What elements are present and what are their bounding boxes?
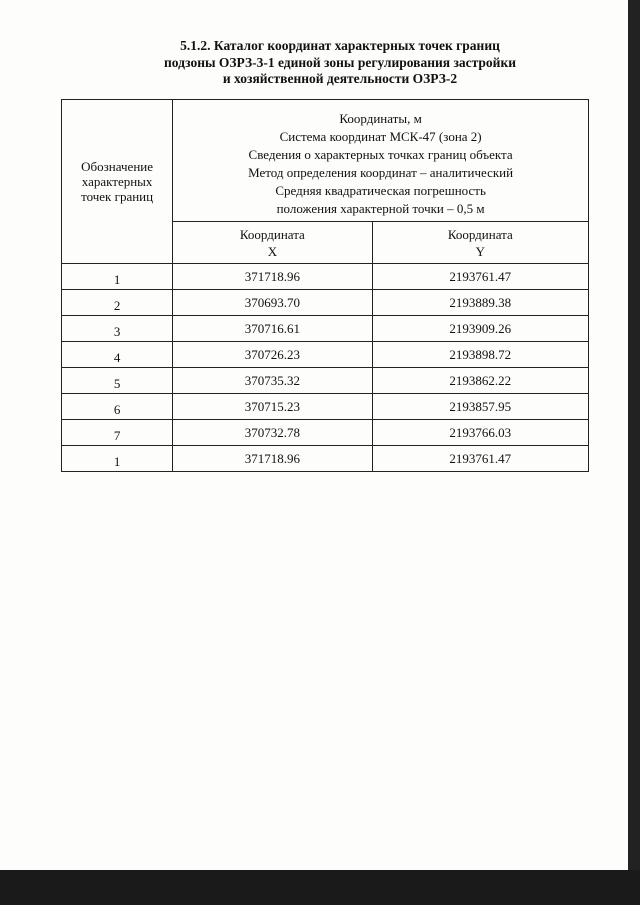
y-header-cell <box>372 222 588 264</box>
title-line: 5.1.2. Каталог координат характерных точек границ <box>180 38 500 53</box>
x-coordinate-cell: 371718.96 <box>173 446 372 472</box>
point-cell: 2 <box>62 290 173 316</box>
x-header-cell <box>173 222 372 264</box>
header-line: Средняя квадратическая погрешность <box>275 182 486 198</box>
table-row <box>62 290 589 316</box>
table-row <box>62 420 589 446</box>
point-cell: 7 <box>62 420 173 446</box>
header-line: Сведения о характерных точках границ объекта <box>248 146 513 162</box>
point-cell: 3 <box>62 316 173 342</box>
header-line: Координата <box>239 226 305 242</box>
document-title <box>120 38 560 88</box>
title-line: и хозяйственной деятельности ОЗРЗ-2 <box>222 71 458 86</box>
table-row <box>62 316 589 342</box>
header-line: точек границ <box>81 189 154 204</box>
header-line: X <box>267 243 278 259</box>
header-line: Y <box>475 243 485 259</box>
y-coordinate-cell: 2193857.95 <box>372 394 588 420</box>
header-line: Координаты, м <box>339 110 422 126</box>
table-header-row <box>62 100 589 222</box>
x-coordinate-cell: 371718.96 <box>173 264 372 290</box>
table-row <box>62 264 589 290</box>
y-coordinate-cell: 2193898.72 <box>372 342 588 368</box>
point-header-cell <box>62 100 173 264</box>
header-line: характерных <box>81 174 153 189</box>
table-row <box>62 446 589 472</box>
header-line: Координата <box>447 226 513 242</box>
point-cell: 5 <box>62 368 173 394</box>
header-line: Метод определения координат – аналитический <box>248 164 514 180</box>
x-coordinate-cell: 370716.61 <box>173 316 372 342</box>
x-coordinate-cell: 370735.32 <box>173 368 372 394</box>
table-row <box>62 394 589 420</box>
x-coordinate-cell: 370732.78 <box>173 420 372 446</box>
scan-edge-bottom <box>0 870 640 905</box>
table-row <box>62 368 589 394</box>
y-coordinate-cell: 2193889.38 <box>372 290 588 316</box>
table-row <box>62 342 589 368</box>
x-coordinate-cell: 370693.70 <box>173 290 372 316</box>
coordinates-table <box>61 99 589 472</box>
header-line: Система координат МСК-47 (зона 2) <box>279 128 482 144</box>
point-cell: 1 <box>62 446 173 472</box>
coordinates-header-cell <box>173 100 589 222</box>
header-line: Обозначение <box>81 159 154 174</box>
point-cell: 6 <box>62 394 173 420</box>
x-coordinate-cell: 370726.23 <box>173 342 372 368</box>
scan-edge-right <box>628 0 640 870</box>
point-cell: 1 <box>62 264 173 290</box>
y-coordinate-cell: 2193862.22 <box>372 368 588 394</box>
y-coordinate-cell: 2193761.47 <box>372 446 588 472</box>
y-coordinate-cell: 2193766.03 <box>372 420 588 446</box>
header-line: положения характерной точки – 0,5 м <box>276 200 485 216</box>
point-cell: 4 <box>62 342 173 368</box>
y-coordinate-cell: 2193909.26 <box>372 316 588 342</box>
x-coordinate-cell: 370715.23 <box>173 394 372 420</box>
title-line: подзоны ОЗРЗ-3-1 единой зоны регулирования застройки <box>164 54 516 70</box>
y-coordinate-cell: 2193761.47 <box>372 264 588 290</box>
